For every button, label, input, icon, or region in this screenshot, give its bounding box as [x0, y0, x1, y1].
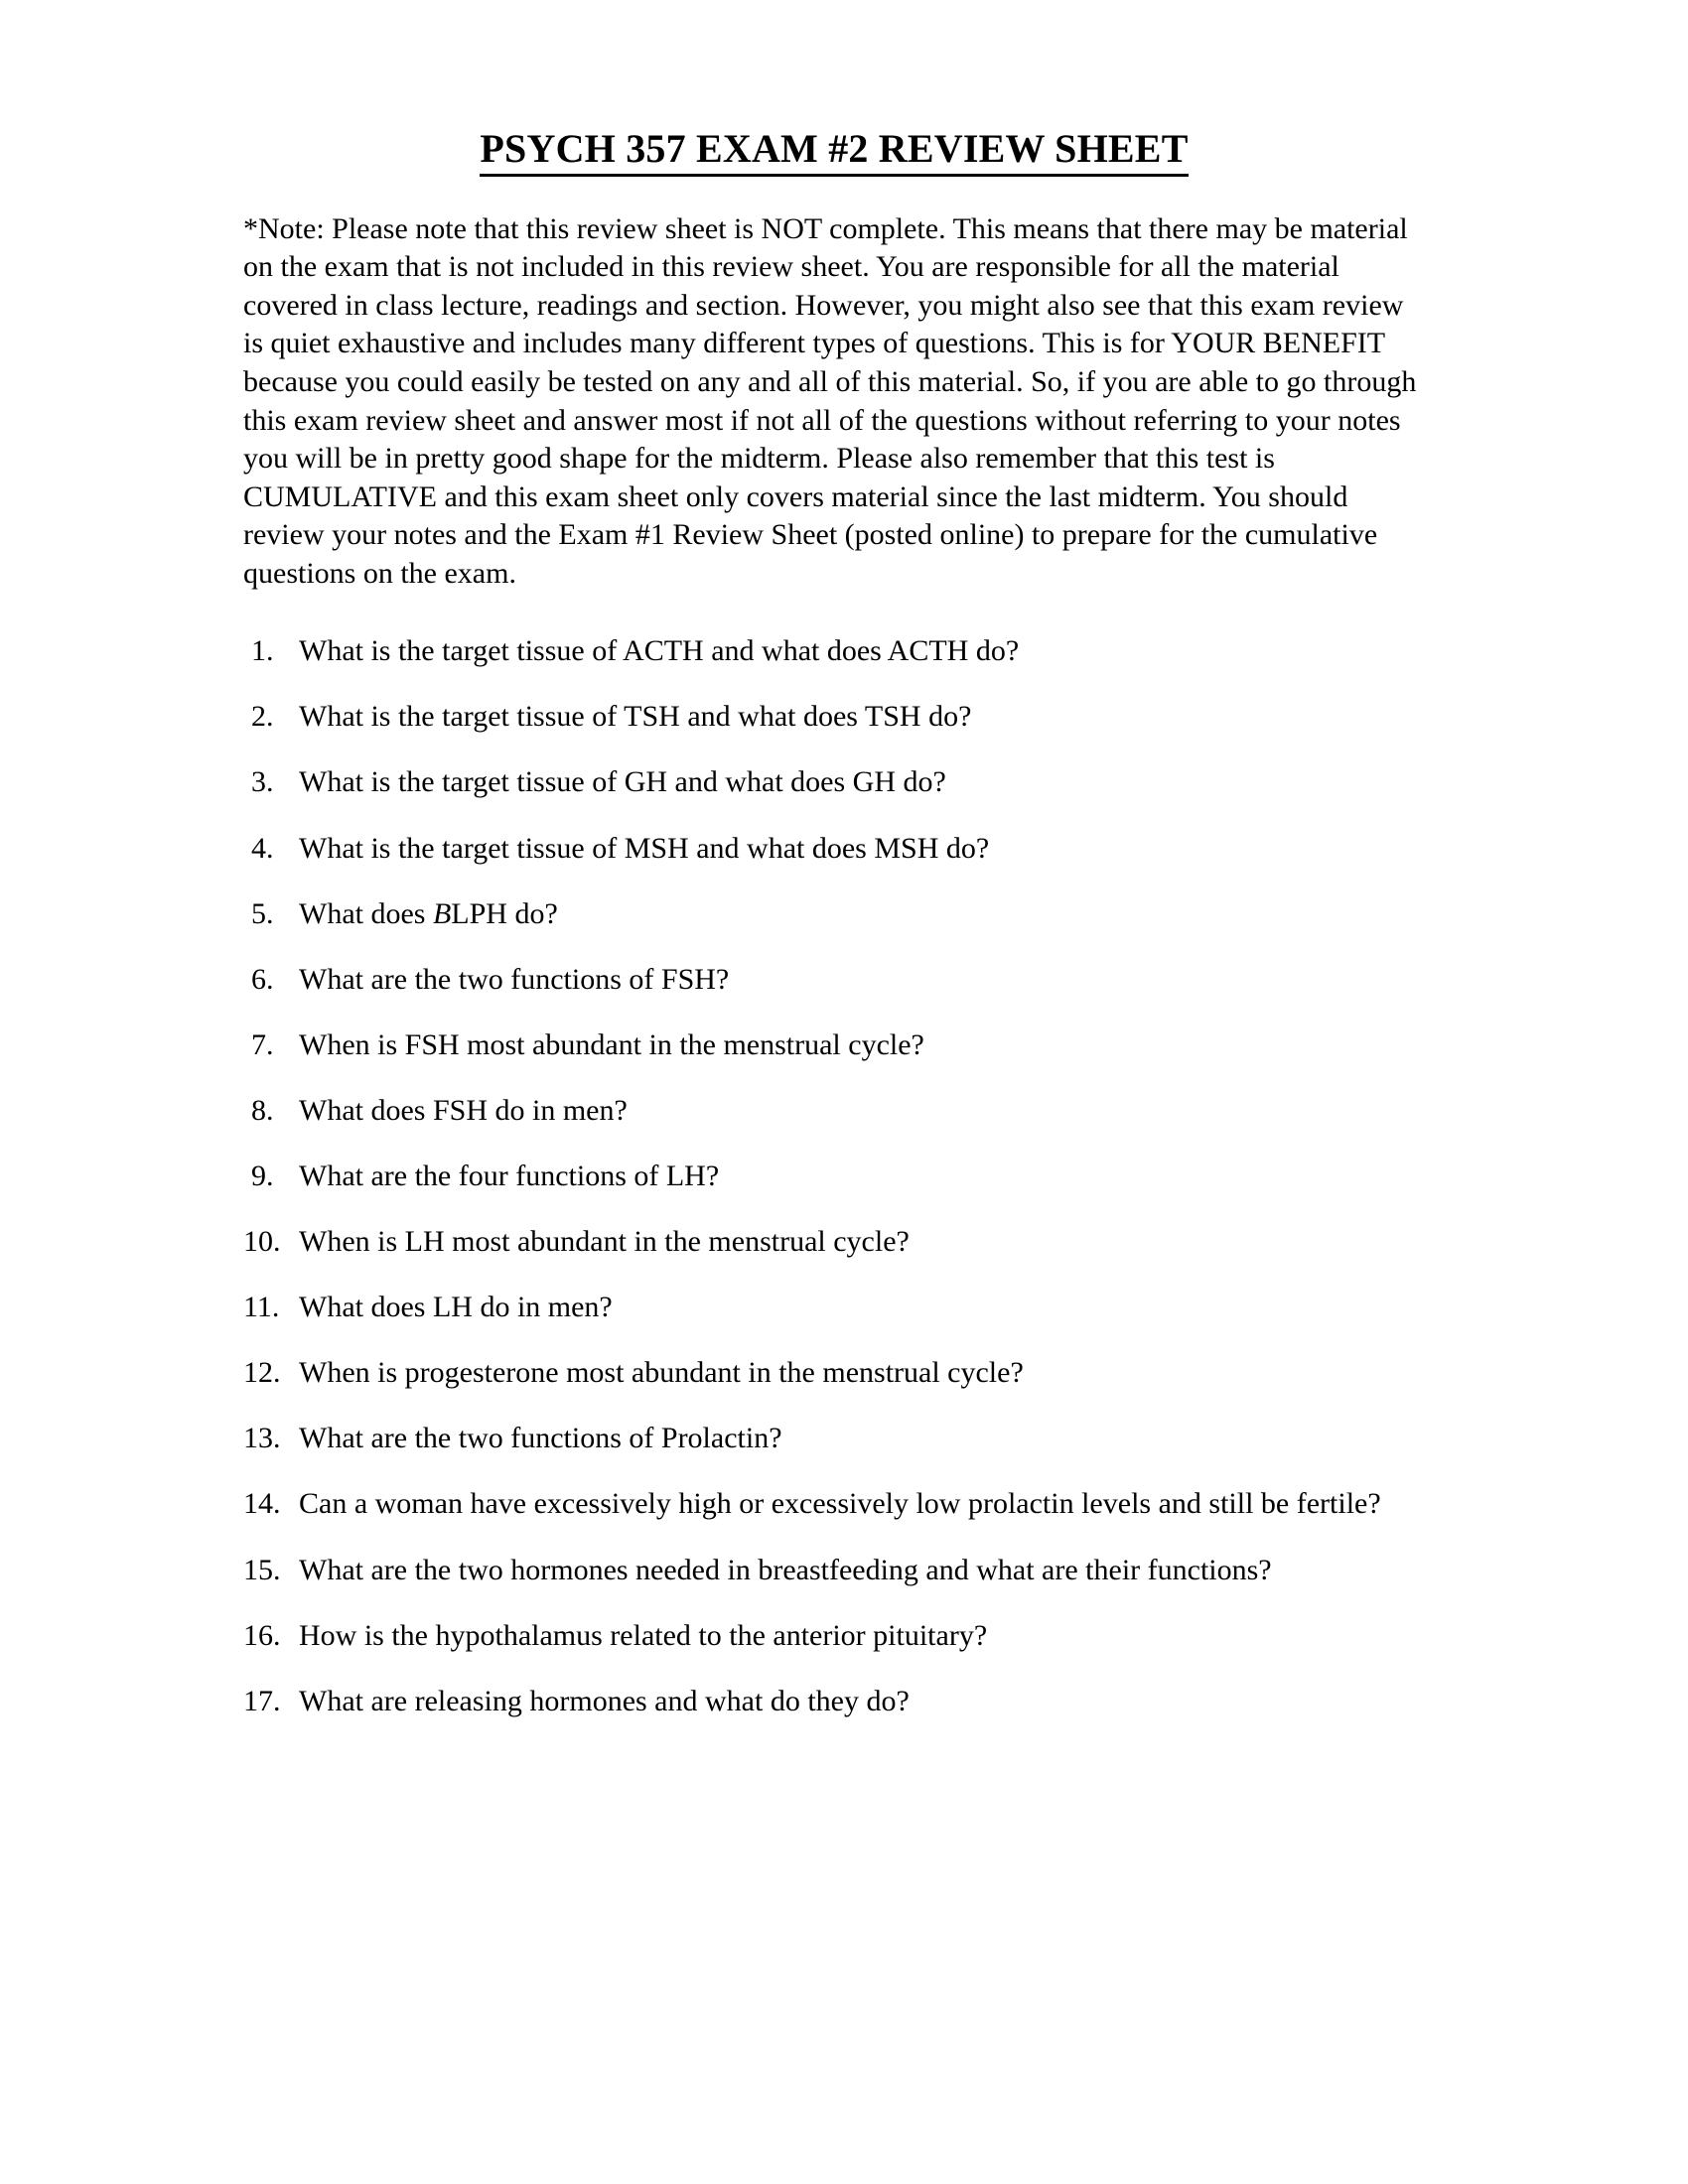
question-text-rest: LPH do?: [451, 896, 558, 930]
question-text: When is progesterone most abundant in the menstrual cycle?: [299, 1356, 1024, 1390]
question-text: [299, 895, 1425, 933]
question-item-10: [243, 1223, 1425, 1261]
question-item-15: [243, 1552, 1425, 1589]
question-number: 14.: [243, 1487, 281, 1521]
question-number: 9.: [251, 1160, 274, 1193]
question-item-13: [243, 1420, 1425, 1457]
question-number: 16.: [243, 1618, 281, 1652]
question-text: When is FSH most abundant in the menstrual cycle?: [299, 1027, 924, 1061]
question-item-6: [243, 961, 1425, 999]
question-number: 17.: [243, 1684, 281, 1717]
question-item-16: [243, 1617, 1425, 1655]
question-item-7: [243, 1026, 1425, 1064]
question-item-12: [243, 1354, 1425, 1392]
question-number: 12.: [243, 1356, 281, 1390]
document-content: [243, 127, 1425, 1748]
question-item-3: [243, 763, 1425, 801]
question-text: Can a woman have excessively high or excessively low prolactin levels and still be fertile?: [299, 1487, 1381, 1521]
question-text: What are the two functions of Prolactin?: [299, 1422, 782, 1455]
question-item-8: [243, 1092, 1425, 1130]
question-number: 1.: [251, 634, 274, 668]
question-number: 4.: [251, 831, 274, 865]
question-text: What is the target tissue of TSH and what does TSH do?: [299, 700, 972, 734]
question-item-17: [243, 1683, 1425, 1720]
question-text: What is the target tissue of GH and what does GH do?: [299, 765, 946, 799]
question-number: 11.: [243, 1291, 280, 1324]
page-title-text: PSYCH 357 EXAM #2 REVIEW SHEET: [480, 127, 1188, 177]
question-number: 13.: [243, 1422, 281, 1455]
question-list: [243, 632, 1425, 1720]
question-text: What does LH do in men?: [299, 1291, 613, 1324]
question-text: What are the two hormones needed in breastfeeding and what are their functions?: [299, 1553, 1272, 1586]
question-text: When is LH most abundant in the menstrual cycle?: [299, 1225, 910, 1259]
intro-note-paragraph: *Note: Please note that this review sheet is NOT complete. This means that there may be material on the exam that is not included in this review sheet. You are responsible for all the material covered in class lecture, readings and section. However, you might also see that this exam review is quiet exhaustive and includes many different types of questions. This is for YOUR BENEFIT because you could easily be tested on any and all of this material. So, if you are able to go through this exam review sheet and answer most if not all of the questions without referring to your notes you will be in pretty good shape for the midterm. Please also remember that this test is CUMULATIVE and this exam sheet only covers material since the last midterm. You should review your notes and the Exam #1 Review Sheet (posted online) to prepare for the cumulative questions on the exam.: [243, 211, 1424, 590]
question-number: 2.: [251, 700, 274, 734]
question-item-5: [243, 895, 1425, 933]
question-number: 7.: [251, 1027, 274, 1061]
question-text: What are the four functions of LH?: [299, 1160, 720, 1193]
question-text: What are the two functions of FSH?: [299, 962, 730, 996]
question-item-4: [243, 830, 1425, 868]
question-item-1: [243, 632, 1425, 670]
italic-beta-symbol: B: [432, 896, 452, 930]
question-number: 3.: [251, 765, 274, 799]
question-number: 8.: [251, 1093, 274, 1127]
question-text-lead: What does: [299, 896, 433, 930]
question-number: 15.: [243, 1553, 281, 1586]
question-item-2: [243, 698, 1425, 736]
question-number: 5.: [251, 896, 274, 930]
question-text: What is the target tissue of MSH and what does MSH do?: [299, 831, 990, 865]
question-item-11: [243, 1289, 1425, 1326]
page-title: [243, 127, 1425, 177]
question-text: What does FSH do in men?: [299, 1093, 628, 1127]
question-number: 6.: [251, 962, 274, 996]
question-text: How is the hypothalamus related to the anterior pituitary?: [299, 1618, 988, 1652]
question-text: What is the target tissue of ACTH and what does ACTH do?: [299, 634, 1020, 668]
question-text: What are releasing hormones and what do they do?: [299, 1684, 910, 1717]
question-item-14: [243, 1485, 1425, 1523]
question-item-9: [243, 1158, 1425, 1195]
question-number: 10.: [243, 1225, 281, 1259]
